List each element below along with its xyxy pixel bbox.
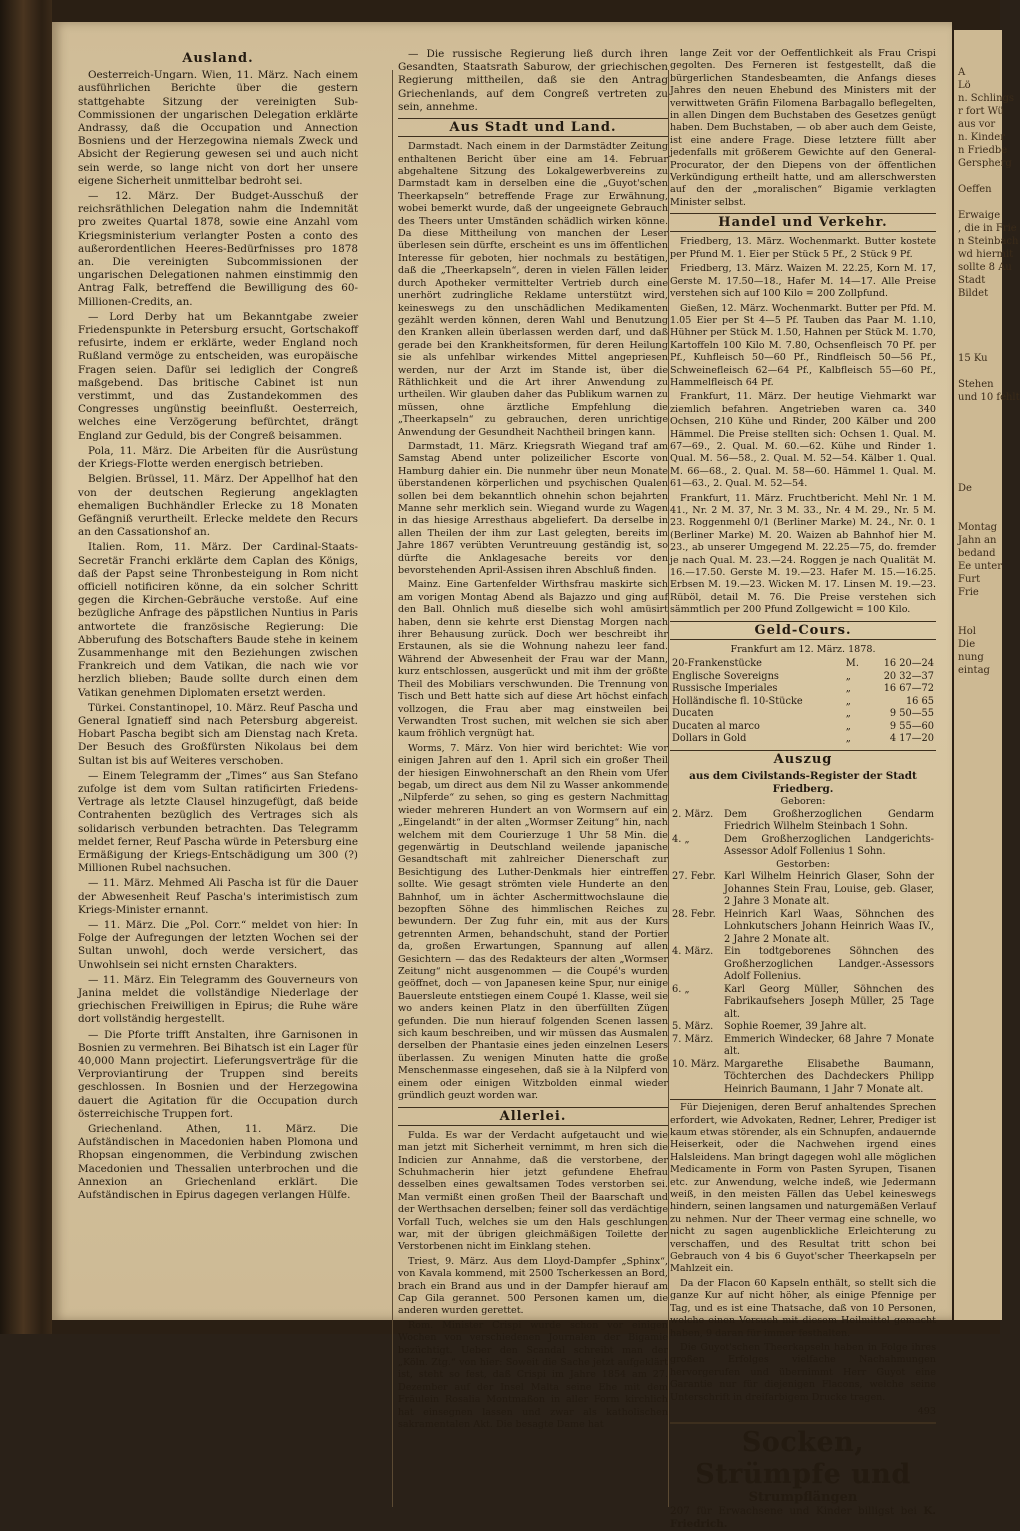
table-row: [670, 671, 936, 684]
advertisement-guyot: [670, 1099, 936, 1418]
cours-unit: „: [845, 720, 851, 732]
entry-date: 6. „: [672, 983, 690, 995]
table-row: [670, 696, 936, 709]
market-report: Friedberg, 13. März. Wochenmarkt. Butter kostete per Pfund M. 1. Eier per Stück 5 Pf., 2 Stück 9 Pf.: [670, 236, 936, 260]
big-ad-merchant: K. Friedrich.: [670, 1504, 936, 1530]
cours-name: 20-Frankenstücke: [672, 658, 762, 670]
cours-unit: „: [845, 733, 851, 745]
entry-text: Karl Georg Müller, Söhnchen des Fabrikaufsehers Joseph Müller, 25 Tage alt.: [724, 983, 934, 1020]
entry-date: 27. Febr.: [672, 871, 716, 883]
table-row: [670, 871, 936, 909]
table-row: [670, 733, 936, 746]
market-report: Gießen, 12. März. Wochenmarkt. Butter per Pfd. M. 1.05 Eier per St 4—5 Pf. Tauben das Paar M. 1.10, Hühner per Stück M. 1.50, Hahnen per Stück M. 1.70, Kartoffeln 100 Kilo M. 7.80, Ochsenfleisch 70 Pf. per Pf., Kuhfleisch 50—60 Pf., Rindfleisch 50—56 Pf., Schweinefleisch 62—64 Pf., Kalbfleisch 55—60 Pf., Hammelfleisch 64 Pf.: [670, 302, 936, 388]
article: Darmstadt. Nach einem in der Darmstädter Zeitung enthaltenen Bericht über eine am 14. Februar abgehaltene Sitzung des Lokalgewerbvereins zu Darmstadt kam in derselben eine die „Guyot'schen Theerkapseln“ betreffende Frage zur Erwähnung, wobei bemerkt wurde, daß der ungeeignete Gebrauch des Theers unter Umständen schädlich wirken könne. Da diese Mittheilung von manchen der Leser überlesen sein dürfte, erscheint es uns im öffentlichen Interesse für geboten, hier nochmals zu bestätigen, daß die „Theerkapseln“, deren in vielen Fällen leider durch Apotheker vermittelter Vertrieb durch eine unerhört zudringliche Reklame unterstützt wird, keineswegs zu den unschädlichen Medikamenten gezählt werden können, deren Wahl und Benutzung den Kranken allein überlassen werden darf, und daß gerade bei den Krankheitsformen, für deren Heilung sie als unfehlbar wirkendes Mittel angepriesen werden, nur der Arzt im Stande ist, über die Räthlichkeit und die Art ihrer Anwendung zu urtheilen. Wir glauben daher das Publikum warnen zu müssen, ohne ärztliche Empfehlung die „Theerkapseln“ zu gebrauchen, deren unrichtige Anwendung der Gesundheit Nachtheil bringen kann.: [398, 141, 668, 438]
ad-number: 493: [917, 1405, 936, 1417]
section-heading-allerlei: Allerlei.: [398, 1107, 668, 1126]
table-row: [670, 1034, 936, 1059]
entry-date: 2. März.: [672, 808, 714, 820]
entry-text: Heinrich Karl Waas, Söhnchen des Lohnkutschers Johann Heinrich Waas IV., 2 Jahre 2 Monate alt.: [724, 908, 934, 945]
cours-name: Englische Sovereigns: [672, 670, 779, 682]
column-rule-2: [668, 70, 669, 1507]
entry-date: 4. „: [672, 833, 690, 845]
adjacent-page-text: A Lö n. Schlings r fort Wü aus vor n. Kinder n Friedbe Gerspherg Oeffen Erwaige , die in Frie n Steinbach wd hiermit sollte 8 Au Stadt Bildet 15 Ku Stehen und 10 fehlt De Montag Jahn an bedand Ee unter Furt Frie Hol Die nung eintag: [958, 67, 1020, 676]
article: Italien. Rom, 11. März. Der Cardinal-Staats-Secretär Franchi erklärte dem Caplan des Königs, daß der Papst seine Thronbesteigung in Rom nicht officiell notificiren könne, da ein solcher Schritt gegen die Kirchen-Gebräuche verstoße. Auf eine bezügliche Anfrage des päpstlichen Nuntius in Paris antwortete die französische Regierung: Die Abberufung des Botschafters Baude stehe in keinem Zusammenhange mit den Beziehungen zwischen Frankreich und dem Vatikan, die nach wie vor herzlich blieben; Baude sollte durch einen dem Vatikan genehmen Diplomaten ersetzt werden.: [78, 541, 358, 699]
big-ad-line: [670, 1505, 936, 1531]
born-table: [670, 809, 936, 859]
column-1: [78, 48, 358, 1515]
big-ad-text: 207 für Erwachsene und Kinder billigst bei: [670, 1504, 917, 1517]
entry-text: Dem Großherzoglichen Gendarm Friedrich Wilhelm Steinbach 1 Sohn.: [724, 808, 934, 833]
born-label: Geboren:: [780, 796, 826, 808]
table-row: [670, 683, 936, 696]
cours-unit: „: [845, 708, 851, 720]
article: — 11. März. Ein Telegramm des Gouverneurs von Janina meldet die vollständige Niederlage der griechischen Freiwilligen in Epirus; die Ruhe wäre dort vollständig hergestellt.: [78, 973, 358, 1026]
cours-unit: „: [845, 670, 851, 682]
big-ad-title: Socken, Strümpfe und: [670, 1422, 936, 1491]
article: — 11. März. Mehmed Ali Pascha ist für die Dauer der Abwesenheit Reuf Pascha's interimistisch zum Kriegs-Minister ernannt.: [78, 877, 358, 916]
article: Türkei. Constantinopel, 10. März. Reuf Pascha und General Ignatieff sind nach Petersburg abgereist. Hobart Pascha begibt sich am Dienstag nach Kreta. Der Besuch des Großfürsten Nikolaus bei dem Sultan ist bis auf Weiteres verschoben.: [78, 701, 358, 767]
article: — Einem Telegramm der „Times“ aus San Stefano zufolge ist dem vom Sultan ratificirten Friedens-Vertrage als letzte Clausel hinzugefügt, daß beide Contrahenten bezüglich des Vertrages sich als solidarisch verbunden betrachten. Das Telegramm meldet ferner, Reuf Pascha würde in Petersburg eine Ermäßigung der Kriegs-Entschädigung um 300 (?) Millionen Rubel nachsuchen.: [78, 769, 358, 875]
article: Oesterreich-Ungarn. Wien, 11. März. Nach einem ausführlichen Berichte über die gestern stattgehabte Sitzung der vereinigten Sub-Commissionen der ungarischen Delegation erklärte Andrassy, daß die Occupation und Annection Bosniens und der Herzegowina niemals Zweck und Absicht der Regierung gewesen sei und auch nicht sein werde, so lange nicht von dort her unsere eigene Sicherheit unmittelbar bedroht sei.: [78, 69, 358, 187]
market-report: Frankfurt, 11. März. Fruchtbericht. Mehl Nr. 1 M. 41., Nr. 2 M. 37, Nr. 3 M. 33., Nr. 4 M. 29., Nr. 5 M. 23. Roggenmehl 0/1 (Berliner Marke) M. 24., Nr. 0. 1 (Berliner Marke) M. 20. Waizen ab Bahnhof hier M. 23., ab unserer Umgegend M. 22.25—75, do. fremder je nach Qual. M. 23.—24. Roggen je nach Qualität M. 16.—17.50. Gerste M. 19.—23. Hafer M. 15.—16.25. Erbsen M. 19.—23. Wicken M. 17. Linsen M. 19.—23. Rüböl, detail M. 76. Die Preise verstehen sich sämmtlich per 200 Pfund Zollgewicht = 100 Kilo.: [670, 492, 936, 616]
market-report: Friedberg, 13. März. Waizen M. 22.25, Korn M. 17, Gerste M. 17.50—18., Hafer M. 14—17. Alle Preise verstehen sich auf 100 Kilo = 200 Zollpfund.: [670, 263, 936, 300]
entry-date: 5. März.: [672, 1021, 714, 1033]
cours-value: 9 50—55: [889, 708, 934, 720]
cours-value: 16 20—24: [883, 658, 934, 670]
cours-table: [670, 658, 936, 746]
cours-name: Holländische fl. 10-Stücke: [672, 695, 803, 707]
section-heading-stadt-und-land: Aus Stadt und Land.: [398, 118, 668, 137]
article: Worms, 7. März. Von hier wird berichtet: Wie vor einigen Jahren auf den 1. April sich ein großer Theil der hiesigen Einwohnerschaft an den Rhein vom Ufer begab, um direct aus dem Nil zu Wasser ankommende „Nilpferde“ zu sehen, so ging es gestern Nachmittag wieder mehreren Hundert an von Wormsern auf ein „Eingelandt“ in der alten „Wormser Zeitung“ hin, nach welchem mit dem Courierzuge 1 Uhr 58 Min. die gegenwärtig in Deutschland weilende japanische Gesandtschaft mit zahlreicher Dienerschaft zur Besichtigung des Luther-Denkmals hier eintreffen sollte. Wie gesagt strömten viele Hunderte an den Bahnhof, um in ächter Aschermittwochslaune die bezopften Söhne des himmlischen Reiches zu bewundern. Der Zug fuhr ein, mit aus der Kurs getrennten Armen, behandschuht, stand der Portier da, großen Erwartungen, Spannung auf allen Gesichtern — das des Redakteurs der alten „Wormser Zeitung“ nicht ausgenommen — die Coupé's wurden geöffnet, doch — von Japanesen keine Spur, nur einige Bauersleute entstiegen einem Coupé 1. Klasse, weil sie wo anders keinen Platz in den überfüllten Zügen gefunden. Die nun hierauf folgenden Scenen lassen sich kaum beschreiben, und wir müssen das Ausmalen derselben der Phantasie eines jeden einzelnen Lesers überlassen. Zu wenigen Minuten hatte die große Menschenmasse eingesehen, daß sie à la Nilpferd von einem oder einigen Witzbolden einmal wieder gründlich geuzt worden war.: [398, 742, 668, 1102]
cours-value: 16 65: [905, 695, 934, 707]
table-row: [670, 708, 936, 721]
article: — Lord Derby hat um Bekanntgabe zweier Friedenspunkte in Petersburg ersucht, Gortschakoff refusirte, indem er erklärte, weder England noch Rußland vermöge zu entscheiden, was europäische Fragen seien. Dafür sei lediglich der Congreß maßgebend. Das britische Cabinet ist nun verstimmt, und das Zustandekommen des Congresses ungünstig beeinflußt. Oesterreich, welches eine Verzögerung befürchtet, drängt England zur Geduld, bis der Congreß beisammen.: [78, 310, 358, 442]
died-label: Gestorben:: [776, 858, 830, 870]
article: — Die russische Regierung ließ durch ihren Gesandten, Staatsrath Saburow, der griechischen Regierung mittheilen, daß sie den Antrag Griechenlands, auf dem Congreß vertreten zu sein, annehme.: [398, 48, 668, 113]
civil-register-subtitle: aus dem Civilstands-Register der Stadt Friedberg.: [689, 769, 917, 796]
table-row: [670, 834, 936, 859]
cours-unit: M.: [845, 658, 859, 670]
died-table: [670, 871, 936, 1096]
section-heading-auszug: Auszug: [670, 750, 936, 766]
cours-name: Dollars in Gold: [672, 733, 747, 745]
table-row: [670, 909, 936, 947]
entry-date: 4. März.: [672, 946, 714, 958]
table-row: [670, 1059, 936, 1097]
entry-text: Sophie Roemer, 39 Jahre alt.: [724, 1021, 867, 1033]
cours-unit: „: [845, 695, 851, 707]
cours-value: 16 67—72: [883, 683, 934, 695]
article: Belgien. Brüssel, 11. März. Der Appellhof hat den von der deutschen Regierung angeklagten ehemaligen Buchhändler Erlecke zu 18 Monaten Gefängniß verurtheilt. Erlecke meldete den Recurs an den Cassationshof an.: [78, 473, 358, 539]
entry-date: 7. März.: [672, 1033, 714, 1045]
ad-paragraph: Da der Flacon 60 Kapseln enthält, so stellt sich die ganze Kur auf nicht höher, als einige Pfennige per Tag, und es ist eine Thatsache, daß von 10 Personen, welche einen Versuch mit diesem Heilmittel gemacht haben, 9 daran für immer festhalten.: [670, 1277, 936, 1339]
entry-text: Margarethe Elisabethe Baumann, Töchterchen des Dachdeckers Philipp Heinrich Baumann, 1 Jahr 7 Monate alt.: [724, 1058, 934, 1095]
table-row: [670, 721, 936, 734]
market-report: Frankfurt, 11. März. Der heutige Viehmarkt war ziemlich befahren. Angetrieben waren ca. 340 Ochsen, 210 Kühe und Rinder, 200 Kälber und 200 Hämmel. Die Preise stellten sich: Ochsen 1. Qual. M. 67—69., 2. Qual. M. 60.—62. Kühe und Rinder 1. Qual. M. 56—58., 2. Qual. M. 52—54. Kälber 1. Qual. M. 66—68., 2. Qual. M. 58—60. Hämmel 1. Qual. M. 61—63., 2. Qual. M. 52—54.: [670, 391, 936, 490]
article: Pola, 11. März. Die Arbeiten für die Ausrüstung der Kriegs-Flotte werden energisch betrieben.: [78, 444, 358, 471]
advertisement-friedrich: [670, 1422, 936, 1531]
column-rule-1: [392, 70, 393, 1507]
adjacent-page-edge: [952, 30, 1020, 1320]
section-heading-ausland: Ausland.: [182, 51, 254, 66]
section-heading-handel: Handel und Verkehr.: [670, 213, 936, 232]
article: — Die Pforte trifft Anstalten, ihre Garnisonen in Bosnien zu vermehren. Bei Bihatsch ist ein Lager für 40,000 Mann projectirt. Lieferungsverträge für die Verproviantirung der Truppen sind bereits geschlossen. In Bosnien und der Herzegowina dauert die Agitation für die Occupation durch österreichische Truppen fort.: [78, 1028, 358, 1120]
cours-value: 4 17—20: [889, 733, 934, 745]
article: — 12. März. Der Budget-Ausschuß der reichsräthlichen Delegation nahm die Indemnität pro zweites Quartal 1878, sowie eine Anzahl vom Kriegsministerium verlangter Posten a conto des außerordentlichen Heeres-Bedürfnisses pro 1878 an. Die vereinigten Subcommissionen der ungarischen Delegationen nahmen einstimmig den Antrag Falk, betreffend die Bewilligung des 60-Millionen-Credits, an.: [78, 190, 358, 308]
table-row: [670, 1021, 936, 1034]
book-spine: [0, 0, 52, 1334]
cours-name: Ducaten: [672, 708, 714, 720]
entry-text: Emmerich Windecker, 68 Jahre 7 Monate alt.: [724, 1033, 934, 1058]
article: Darmstadt, 11. März. Kriegsrath Wiegand traf am Samstag Abend unter polizeilicher Escorte von Hamburg dahier ein. Die nunmehr über neun Monate überstandenen körperlichen und psychischen Qualen sollen bei dem bekanntlich ohnehin schon bejahrten Manne sehr merklich sein. Wiegand wurde zu Wagen in das hiesige Arresthaus abgeliefert. Da derselbe in allen Theilen der ihm zur Last gelegten, bereits im Jahre 1867 verübten Veruntreuung geständig ist, so dürfte die Anklagesache bereits vor den bevorstehenden April-Assisen ihren Abschluß finden.: [398, 440, 668, 577]
article: lange Zeit vor der Oeffentlichkeit als Frau Crispi gegolten. Des Ferneren ist festgestellt, daß die bürgerlichen Standesbeamten, die Anfangs dieses Jahres den neuen Ehebund des Ministers mit der verwittweten Gräfin Filomena Barbagallo beflegelten, in allen Dingen dem Buchstaben des Gesetzes genügt haben. Dem Buchstaben, — ob aber auch dem Geiste, ist eine andere Frage. Diese letztere füllt aber jedenfalls mit größerem Gewichte auf den General-Procurator, der den Diepens von der öffentlichen Verkündigung ertheilt hatte, und am allerschwersten auf den der „moralischen“ Bigamie verklagten Minister selbst.: [670, 48, 936, 208]
cours-name: Ducaten al marco: [672, 720, 760, 732]
table-row: [670, 809, 936, 834]
entry-text: Dem Großherzoglichen Landgerichts-Assessor Adolf Follenius 1 Sohn.: [724, 833, 934, 858]
section-heading-geld-cours: Geld-Cours.: [670, 621, 936, 640]
ad-paragraph: Für Diejenigen, deren Beruf anhaltendes Sprechen erfordert, wie Advokaten, Redner, Lehrer, Prediger ist kaum etwas störender, als ein Schnupfen, andauernde Heiserkeit, oder die Nachwehen irgend eines Halsleidens. Man bringt dagegen wohl alle möglichen Medicamente in Form von Pasten Syrupen, Tisanen etc. zur Anwendung, welche indeß, wie Jedermann weiß, in den meisten Fällen das Uebel keineswegs hindern, seinen langsamen und naturgemäßen Verlauf zu nehmen. Nur der Theer vermag eine schnelle, wo nicht zu sagen augenblickliche Erleichterung zu verschaffen, und des Resultat tritt schon bei Gebrauch von 4 bis 6 Guyot'scher Theerkapseln per Mahlzeit ein.: [670, 1102, 936, 1275]
article: Triest, 9. März. Aus dem Lloyd-Dampfer „Sphinx“, von Kavala kommend, mit 2500 Tscherkessen an Bord, brach ein Brand aus und in der Dampfer hierauf am Cap Gila gerannet. 500 Personen kamen um, die anderen wurden gerettet.: [398, 1255, 668, 1317]
entry-date: 10. März.: [672, 1058, 720, 1070]
big-ad-subtitle: Strumpflängen: [748, 1490, 858, 1506]
ad-paragraph: Die Guyot'schen Theerkapseln haben in Folge ihres großen Erfolges vielfache Nachahmungen hervorgerufen und übernimmt Herr Guyot eine Garantie nur für diejenigen Flacons, welche seine Unterschrift in dreifarbigem Drucke tragen.: [670, 1341, 936, 1403]
cours-date: Frankfurt am 12. März. 1878.: [730, 643, 876, 655]
cours-name: Russische Imperiales: [672, 683, 778, 695]
entry-text: Karl Wilhelm Heinrich Glaser, Sohn der Johannes Stein Frau, Louise, geb. Glaser, 2 Jahre 3 Monate alt.: [724, 871, 934, 908]
column-3: [670, 48, 936, 1530]
table-row: [670, 946, 936, 984]
entry-text: Ein todtgeborenes Söhnchen des Großherzoglichen Landger.-Assessors Adolf Follenius.: [724, 946, 934, 983]
article: Mainz. Eine Gartenfelder Wirthsfrau maskirte sich am vorigen Montag Abend als Bajazzo und ging auf den Ball. Ohnlich muß dieselbe sich wohl amüsirt haben, denn sie kehrte erst Dienstag Morgen nach ihrer Behausung zurück. Doch wer beschreibt ihr Erstaunen, als sie die Wohnung nahezu leer fand. Während der Abwesenheit der Frau war der Mann, kurz entschlossen, ausgerückt und mit ihm der größte Theil des Mobiliars verschwunden. Die Trennung von Tisch und Bett hatte sich auf diese Art höchst einfach vollzogen, die Frau aber mag einstweilen bei Verwandten Trost suchen, mit welchen sie sich aber kaum fröhlich vergnügt hat.: [398, 579, 668, 740]
cours-value: 9 55—60: [889, 720, 934, 732]
column-2: [398, 48, 668, 1515]
article: Fulda. Es war der Verdacht aufgetaucht und wie man jetzt mit Sicherheit vernimmt, m hren sich die Indicien zur Annahme, daß die verstorbene, der Schuhmacherin hier jetzt gefundene Ehefrau desselben eines gewaltsamen Todes verstorben sei. Man vermißt einen großen Theil der Baarschaft und der Werthsachen derselben; feiner soll das verdächtige Vorfall Tuch, welches sie um den Hals geschlungen war, mit der übrigen gleichmäßigen Toilette der Verstorbenen nicht im Einklang stehen.: [398, 1129, 668, 1253]
article: Rom. Minister Crispi wurde schon vor einigen Wochen von verschiedenen Journalen der Bigamie bezüchtigt. Ueber den Scandal schreibt man der „Köln. Ztg.“ von hier: Soweit die Sache jetzt aufgeklärt ist, steht so fest, daß Crispi im Jahre 1854 am 27. Dezember auf der Insel Malta seine Ehe mit dem Fräulein Rosalia Montmaßon in aller Form kirchlich hat einsegnen lassen und zwar als katholischen sakramentalen Akt. Die besagte Dame hat: [398, 1319, 668, 1431]
cours-value: 20 32—37: [883, 670, 934, 682]
table-row: [670, 984, 936, 1022]
article: — 11. März. Die „Pol. Corr.“ meldet von hier: In Folge der Aufregungen der letzten Wochen sei der Sultan unwohl, doch werde versichert, das Unwohlsein sei nicht ernsten Charakters.: [78, 919, 358, 971]
table-row: [670, 658, 936, 671]
entry-date: 28. Febr.: [672, 908, 716, 920]
article: Griechenland. Athen, 11. März. Die Aufständischen in Macedonien haben Plomona und Rhopsan eingenommen, die Verbindung zwischen Macedonien und Thessalien unterbrochen und die Annexion an Griechenland erklärt. Die Aufständischen in Epirus dagegen verlangen Hülfe.: [78, 1123, 358, 1202]
cours-unit: „: [845, 683, 851, 695]
